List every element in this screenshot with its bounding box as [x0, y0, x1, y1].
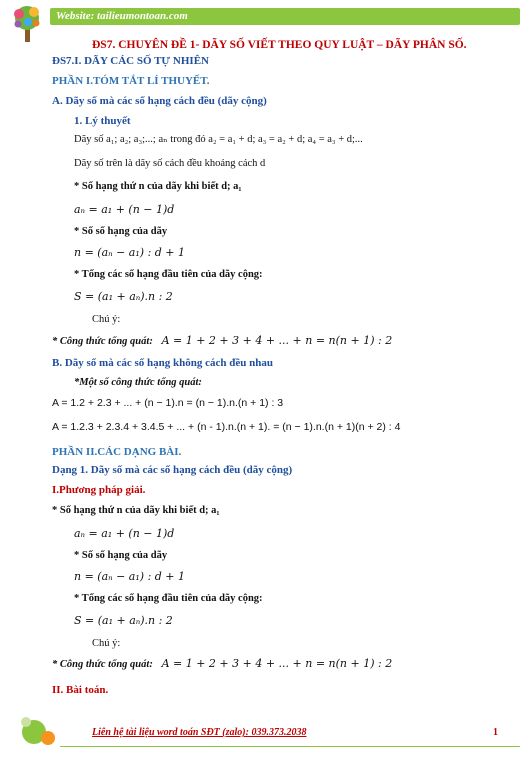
term-count-formula: n = (aₙ − a₁) : d + 1 — [74, 246, 186, 259]
formula-b1: A = 1.2 + 2.3 + ... + (n − 1).n = (n − 1).n.(n + 1) : 3 — [52, 397, 284, 409]
term-count-heading: * Số số hạng của dãy — [74, 226, 168, 237]
general-formula-line — [52, 334, 392, 349]
sum-formula: S = (a₁ + aₙ).n : 2 — [74, 290, 173, 303]
note-label-2: Chú ý: — [92, 638, 121, 649]
sequence-definition: Dãy số a₁; a₂; a₃;...; aₙ trong đó a₂ = a₁ + d; a₃ = a₂ + d; a₄ = a₃ + d;... — [74, 134, 363, 145]
method-heading: I.Phương pháp giải. — [52, 484, 146, 496]
footer-contact[interactable]: Liên hệ tài liệu word toán SĐT (zalo): 039.373.2038 — [92, 727, 307, 738]
sum-formula-2: S = (a₁ + aₙ).n : 2 — [74, 614, 173, 627]
general-formula-label: * Công thức tổng quát: — [52, 336, 153, 347]
general-formulas-heading: *Một số công thức tổng quát: — [74, 377, 202, 388]
general-formula: A = 1 + 2 + 3 + 4 + ... + n = n(n + 1) : 2 — [161, 334, 393, 347]
tree-logo-icon — [6, 2, 50, 46]
nth-term-heading: * Số hạng thứ n của dãy khi biết d; a₁ — [74, 181, 242, 192]
nth-term-formula-2: aₙ = a₁ + (n − 1)d — [74, 527, 175, 540]
general-formula-label-2: * Công thức tổng quát: — [52, 659, 153, 670]
sum-heading-2: * Tổng các số hạng đầu tiên của dãy cộng: — [74, 593, 263, 604]
ly-thuyet-heading: 1. Lý thuyết — [74, 115, 131, 127]
type1-heading: Dạng 1. Dãy số mà các số hạng cách đều (dãy cộng) — [52, 464, 293, 476]
formula-b2: A = 1.2.3 + 2.3.4 + 3.4.5 + ... + (n - 1).n.(n + 1). = (n − 1).n.(n + 1)(n + 2) : 4 — [52, 421, 401, 433]
sequence-description: Dãy số trên là dãy số cách đều khoảng cách d — [74, 158, 266, 169]
term-count-formula-2: n = (aₙ − a₁) : d + 1 — [74, 570, 186, 583]
term-count-heading-2: * Số số hạng của dãy — [74, 550, 168, 561]
subsection-a-heading: A. Dãy số mà các số hạng cách đều (dãy cộng) — [52, 95, 267, 107]
nth-term-formula: aₙ = a₁ + (n − 1)d — [74, 203, 175, 216]
part1-heading: PHẦN I.TÓM TẮT LÍ THUYẾT. — [52, 75, 210, 87]
page-number: 1 — [493, 727, 498, 738]
problems-heading: II. Bài toán. — [52, 684, 109, 696]
page-header — [0, 0, 530, 32]
subsection-b-heading: B. Dãy số mà các số hạng không cách đều nhau — [52, 357, 273, 369]
part2-heading: PHẦN II.CÁC DẠNG BÀI. — [52, 446, 182, 458]
document-title: ĐS7. CHUYÊN ĐỀ 1- DÃY SỐ VIẾT THEO QUY LUẬT – DÃY PHÂN SỐ. — [92, 39, 467, 51]
general-formula-line-2 — [52, 657, 392, 672]
website-link[interactable]: Website: tailieumontoan.com — [56, 10, 188, 22]
note-label: Chú ý: — [92, 314, 121, 325]
nth-term-heading-2: * Số hạng thứ n của dãy khi biết d; a₁ — [52, 505, 220, 516]
sum-heading: * Tổng các số hạng đầu tiên của dãy cộng: — [74, 269, 263, 280]
general-formula-2: A = 1 + 2 + 3 + 4 + ... + n = n(n + 1) : 2 — [161, 657, 393, 670]
section-heading: ĐS7.I. DÃY CÁC SỐ TỰ NHIÊN — [52, 55, 209, 67]
footer-divider — [60, 746, 520, 747]
